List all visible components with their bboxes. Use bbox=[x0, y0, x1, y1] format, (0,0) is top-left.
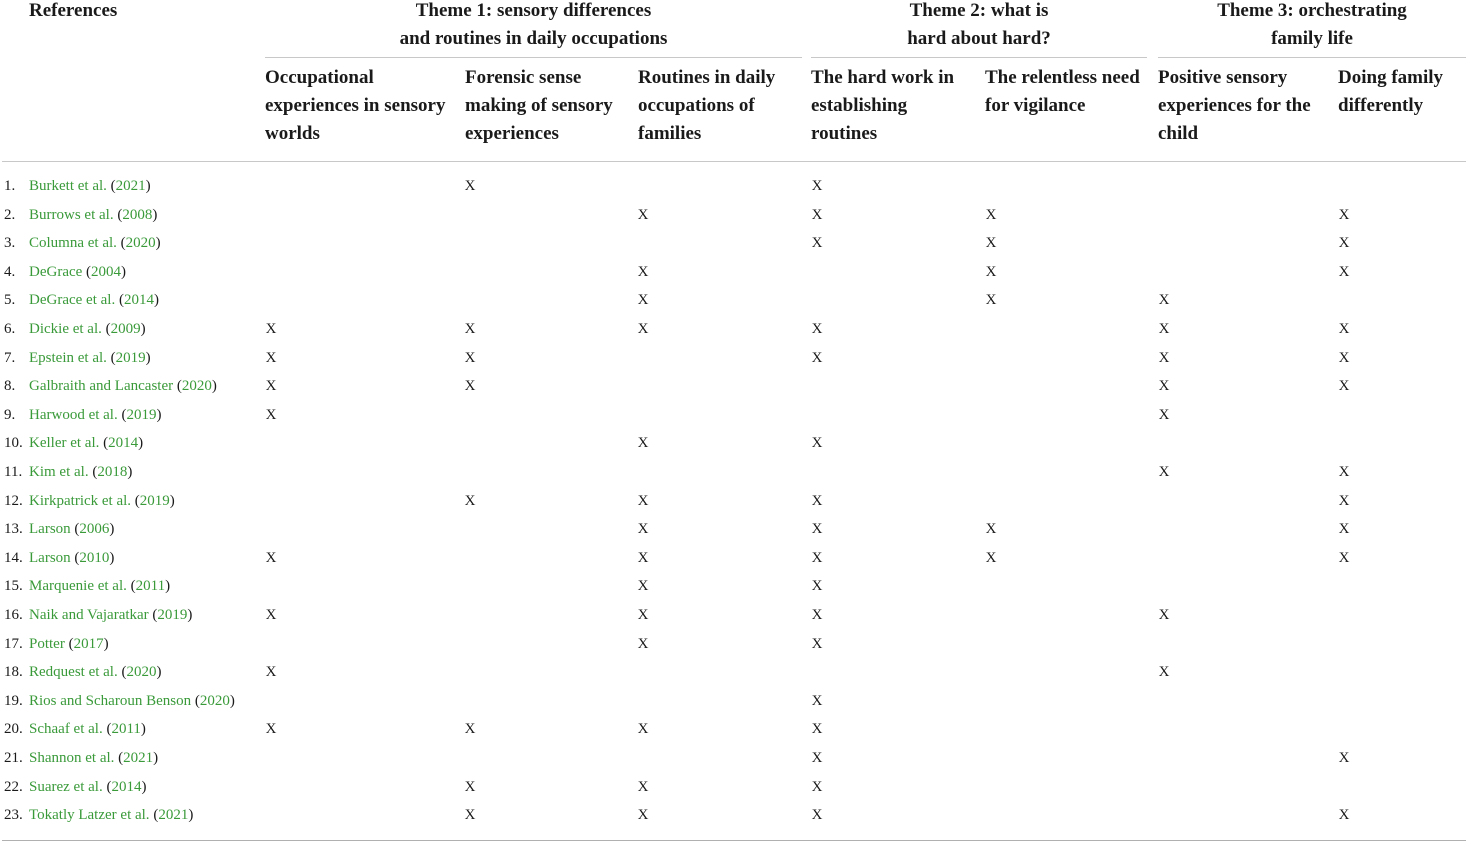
reference-year-link[interactable]: 2019 bbox=[157, 607, 188, 623]
reference-authors-link[interactable]: Shannon et al. bbox=[29, 750, 115, 766]
reference-year-link[interactable]: 2009 bbox=[110, 321, 141, 337]
reference-authors-link[interactable]: Keller et al. bbox=[29, 435, 100, 452]
theme-mark: X bbox=[265, 664, 277, 681]
reference-authors-link[interactable]: Dickie et al. bbox=[29, 321, 102, 337]
theme-mark: X bbox=[1338, 235, 1350, 252]
row-number: 1. bbox=[4, 178, 16, 194]
reference-authors-link[interactable]: Potter bbox=[29, 635, 65, 652]
theme-mark: X bbox=[985, 235, 997, 252]
reference-citation: Larson (2010) bbox=[29, 549, 115, 566]
theme-mark: X bbox=[811, 321, 823, 337]
table-row bbox=[0, 315, 1468, 344]
theme-mark: X bbox=[265, 378, 277, 395]
table-row bbox=[0, 515, 1468, 544]
row-number: 11. bbox=[4, 464, 23, 480]
table-row bbox=[0, 286, 1468, 315]
theme-mark: X bbox=[1158, 321, 1170, 337]
subcolumn-header-5: The relentless need for vigilance bbox=[985, 67, 1140, 116]
reference-authors-link[interactable]: Schaaf et al. bbox=[29, 721, 103, 738]
theme-mark: X bbox=[1158, 464, 1170, 480]
reference-authors-link[interactable]: Burkett et al. bbox=[29, 178, 107, 194]
theme-mark: X bbox=[1338, 521, 1350, 538]
subcolumn-header-1: Occupational experiences in sensory worlds bbox=[265, 67, 446, 144]
row-number: 2. bbox=[4, 206, 16, 223]
reference-citation: Marquenie et al. (2011) bbox=[29, 578, 171, 595]
reference-citation: Kim et al. (2018) bbox=[29, 464, 133, 480]
table-row bbox=[0, 201, 1468, 230]
table-row bbox=[0, 344, 1468, 373]
theme-mark: X bbox=[637, 549, 649, 566]
reference-authors-link[interactable]: Marquenie et al. bbox=[29, 578, 127, 595]
theme3-underline bbox=[1158, 57, 1466, 58]
table-row bbox=[0, 487, 1468, 516]
table-row bbox=[0, 601, 1468, 630]
reference-authors-link[interactable]: Larson bbox=[29, 521, 71, 538]
theme-mark: X bbox=[464, 349, 476, 366]
theme-mark: X bbox=[811, 692, 823, 709]
reference-year-link[interactable]: 2006 bbox=[79, 521, 110, 538]
subcolumn-header-3: Routines in daily occupations of families bbox=[638, 67, 776, 144]
row-number: 5. bbox=[4, 292, 16, 309]
theme-mark: X bbox=[811, 206, 823, 223]
theme-mark: X bbox=[811, 778, 823, 795]
theme-mark: X bbox=[1158, 378, 1170, 395]
row-number: 16. bbox=[4, 607, 23, 623]
reference-year-link[interactable]: 2014 bbox=[123, 292, 154, 309]
row-number: 19. bbox=[4, 692, 23, 709]
reference-citation: DeGrace et al. (2014) bbox=[29, 292, 159, 309]
theme2-underline bbox=[811, 57, 1147, 58]
theme-mark: X bbox=[1338, 349, 1350, 366]
theme-mark: X bbox=[1158, 292, 1170, 309]
theme-mark: X bbox=[1338, 464, 1350, 480]
theme-mark: X bbox=[811, 807, 823, 824]
theme-mark: X bbox=[637, 721, 649, 738]
row-number: 10. bbox=[4, 435, 23, 452]
table-row bbox=[0, 715, 1468, 744]
reference-year-link[interactable]: 2010 bbox=[79, 549, 110, 566]
reference-year-link[interactable]: 2019 bbox=[115, 349, 146, 366]
table-bottom-rule bbox=[2, 840, 1466, 841]
theme-mark: X bbox=[265, 549, 277, 566]
reference-year-link[interactable]: 2004 bbox=[91, 263, 122, 280]
theme-mark: X bbox=[637, 263, 649, 280]
theme1-underline bbox=[265, 57, 802, 58]
reference-citation: Larson (2006) bbox=[29, 521, 115, 538]
theme-mark: X bbox=[811, 178, 823, 194]
reference-citation: Schaaf et al. (2011) bbox=[29, 721, 146, 738]
theme-mark: X bbox=[1338, 750, 1350, 766]
theme-mark: X bbox=[1338, 378, 1350, 395]
theme-mark: X bbox=[464, 378, 476, 395]
subcolumn-header-7: Doing family differently bbox=[1338, 67, 1444, 116]
reference-year-link[interactable]: 2014 bbox=[111, 778, 142, 795]
theme-mark: X bbox=[637, 435, 649, 452]
subcolumn-header-2: Forensic sense making of sensory experiences bbox=[465, 67, 613, 144]
reference-year-link[interactable]: 2020 bbox=[126, 664, 157, 681]
reference-year-link[interactable]: 2021 bbox=[115, 178, 146, 194]
reference-citation: Columna et al. (2020) bbox=[29, 235, 161, 252]
row-number: 9. bbox=[4, 406, 16, 423]
table-row bbox=[0, 229, 1468, 258]
theme-mark: X bbox=[1158, 406, 1170, 423]
reference-year-link[interactable]: 2017 bbox=[73, 635, 104, 652]
header-bottom-rule bbox=[2, 161, 1466, 162]
row-number: 4. bbox=[4, 263, 16, 280]
reference-year-link[interactable]: 2020 bbox=[125, 235, 156, 252]
theme-mark: X bbox=[1338, 492, 1350, 509]
reference-year-link[interactable]: 2014 bbox=[108, 435, 139, 452]
theme-mark: X bbox=[637, 807, 649, 824]
row-number: 17. bbox=[4, 635, 23, 652]
theme-mark: X bbox=[811, 435, 823, 452]
reference-authors-link[interactable]: Columna et al. bbox=[29, 235, 117, 252]
theme-mark: X bbox=[265, 406, 277, 423]
reference-citation: Dickie et al. (2009) bbox=[29, 321, 146, 337]
theme-mark: X bbox=[637, 607, 649, 623]
theme-mark: X bbox=[265, 321, 277, 337]
table-row bbox=[0, 544, 1468, 573]
table-row bbox=[0, 372, 1468, 401]
table-row bbox=[0, 744, 1468, 773]
theme-mark: X bbox=[811, 349, 823, 366]
reference-authors-link[interactable]: Epstein et al. bbox=[29, 349, 107, 366]
theme-mark: X bbox=[265, 607, 277, 623]
theme-mark: X bbox=[1158, 607, 1170, 623]
theme1-header bbox=[265, 0, 802, 53]
reference-authors-link[interactable]: DeGrace et al. bbox=[29, 292, 116, 309]
reference-citation: Suarez et al. (2014) bbox=[29, 778, 147, 795]
row-number: 22. bbox=[4, 778, 23, 795]
theme-mark: X bbox=[985, 263, 997, 280]
reference-authors-link[interactable]: Kirkpatrick et al. bbox=[29, 492, 132, 509]
theme-mark: X bbox=[811, 549, 823, 566]
reference-citation: Burkett et al. (2021) bbox=[29, 178, 151, 194]
theme-mark: X bbox=[1338, 263, 1350, 280]
subcolumn-header-4: The hard work in establishing routines bbox=[811, 67, 955, 144]
theme-mark: X bbox=[1338, 549, 1350, 566]
reference-authors-link[interactable]: Tokatly Latzer et al. bbox=[29, 807, 150, 824]
reference-year-link[interactable]: 2019 bbox=[126, 406, 157, 423]
reference-authors-link[interactable]: DeGrace bbox=[29, 263, 83, 280]
theme-mark: X bbox=[985, 292, 997, 309]
table-row bbox=[0, 687, 1468, 716]
reference-year-link[interactable]: 2021 bbox=[123, 750, 154, 766]
reference-citation: Redquest et al. (2020) bbox=[29, 664, 162, 681]
theme-mark: X bbox=[811, 492, 823, 509]
table-row bbox=[0, 401, 1468, 430]
theme1-line1: Theme 1: sensory differences bbox=[415, 0, 652, 21]
theme3-line1: Theme 3: orchestrating bbox=[1217, 0, 1407, 21]
theme-mark: X bbox=[637, 578, 649, 595]
theme-mark: X bbox=[637, 206, 649, 223]
theme2-line1: Theme 2: what is bbox=[909, 0, 1049, 21]
theme3-line2: family life bbox=[1271, 28, 1353, 49]
row-number: 12. bbox=[4, 492, 23, 509]
reference-authors-link[interactable]: Rios and Scharoun Benson bbox=[29, 692, 192, 709]
table-row bbox=[0, 630, 1468, 659]
theme-mark: X bbox=[464, 321, 476, 337]
reference-citation: Harwood et al. (2019) bbox=[29, 406, 162, 423]
theme-mark: X bbox=[637, 492, 649, 509]
theme3-header bbox=[1158, 0, 1466, 53]
theme-mark: X bbox=[985, 206, 997, 223]
row-number: 13. bbox=[4, 521, 23, 538]
theme-mark: X bbox=[637, 321, 649, 337]
theme-mark: X bbox=[811, 607, 823, 623]
theme-mark: X bbox=[1338, 206, 1350, 223]
theme-mark: X bbox=[464, 178, 476, 194]
reference-year-link[interactable]: 2011 bbox=[135, 578, 166, 595]
reference-year-link[interactable]: 2019 bbox=[139, 492, 170, 509]
reference-authors-link[interactable]: Galbraith and Lancaster bbox=[29, 378, 174, 395]
reference-authors-link[interactable]: Burrows et al. bbox=[29, 206, 114, 223]
reference-citation: Tokatly Latzer et al. (2021) bbox=[29, 807, 194, 824]
reference-citation: Kirkpatrick et al. (2019) bbox=[29, 492, 175, 509]
reference-authors-link[interactable]: Redquest et al. bbox=[29, 664, 118, 681]
theme-mark: X bbox=[985, 549, 997, 566]
row-number: 18. bbox=[4, 664, 23, 681]
theme-mark: X bbox=[464, 492, 476, 509]
reference-authors-link[interactable]: Harwood et al. bbox=[29, 406, 118, 423]
reference-authors-link[interactable]: Larson bbox=[29, 549, 71, 566]
row-number: 14. bbox=[4, 549, 23, 566]
reference-citation: Burrows et al. (2008) bbox=[29, 206, 158, 223]
theme-mark: X bbox=[637, 635, 649, 652]
reference-year-link[interactable]: 2018 bbox=[97, 464, 128, 480]
row-number: 15. bbox=[4, 578, 23, 595]
reference-year-link[interactable]: 2011 bbox=[111, 721, 141, 738]
table-row bbox=[0, 658, 1468, 687]
reference-year-link[interactable]: 2020 bbox=[199, 692, 230, 709]
table-row bbox=[0, 773, 1468, 802]
reference-citation: Galbraith and Lancaster (2020) bbox=[29, 378, 217, 395]
table-row bbox=[0, 429, 1468, 458]
reference-citation: Naik and Vajaratkar (2019) bbox=[29, 607, 193, 623]
theme-mark: X bbox=[985, 521, 997, 538]
table-row bbox=[0, 458, 1468, 487]
reference-citation: Shannon et al. (2021) bbox=[29, 750, 159, 766]
reference-citation: Potter (2017) bbox=[29, 635, 109, 652]
theme-mark: X bbox=[1158, 349, 1170, 366]
row-number: 6. bbox=[4, 321, 16, 337]
theme-mark: X bbox=[811, 635, 823, 652]
row-number: 20. bbox=[4, 721, 23, 738]
theme-mark: X bbox=[811, 235, 823, 252]
subcolumn-header-6: Positive sensory experiences for the child bbox=[1158, 67, 1311, 144]
row-number: 3. bbox=[4, 235, 16, 252]
reference-year-link[interactable]: 2008 bbox=[122, 206, 153, 223]
table-row bbox=[0, 172, 1468, 201]
theme-mark: X bbox=[637, 778, 649, 795]
table-row bbox=[0, 801, 1468, 830]
theme-mark: X bbox=[464, 778, 476, 795]
theme-mark: X bbox=[811, 750, 823, 766]
theme1-line2: and routines in daily occupations bbox=[399, 28, 668, 49]
theme2-header bbox=[811, 0, 1147, 53]
theme-mark: X bbox=[464, 807, 476, 824]
table-row bbox=[0, 258, 1468, 287]
reference-authors-link[interactable]: Naik and Vajaratkar bbox=[29, 607, 149, 623]
theme2-line2: hard about hard? bbox=[907, 28, 1051, 49]
theme-mark: X bbox=[464, 721, 476, 738]
theme-mark: X bbox=[1338, 807, 1350, 824]
theme-mark: X bbox=[637, 292, 649, 309]
row-number: 21. bbox=[4, 750, 23, 766]
reference-citation: Epstein et al. (2019) bbox=[29, 349, 151, 366]
theme-mark: X bbox=[1158, 664, 1170, 681]
reference-authors-link[interactable]: Kim et al. bbox=[29, 464, 89, 480]
theme-mark: X bbox=[1338, 321, 1350, 337]
theme-mark: X bbox=[811, 721, 823, 738]
reference-citation: DeGrace (2004) bbox=[29, 263, 127, 280]
row-number: 8. bbox=[4, 378, 16, 395]
theme-mark: X bbox=[637, 521, 649, 538]
row-number: 23. bbox=[4, 807, 23, 824]
row-number: 7. bbox=[4, 349, 16, 366]
table-row bbox=[0, 572, 1468, 601]
theme-mark: X bbox=[265, 721, 277, 738]
theme-mark: X bbox=[811, 578, 823, 595]
theme-mark: X bbox=[265, 349, 277, 366]
reference-citation: Keller et al. (2014) bbox=[29, 435, 144, 452]
reference-year-link[interactable]: 2021 bbox=[158, 807, 189, 824]
reference-authors-link[interactable]: Suarez et al. bbox=[29, 778, 103, 795]
references-header: References bbox=[29, 0, 118, 21]
reference-year-link[interactable]: 2020 bbox=[181, 378, 212, 395]
theme-mark: X bbox=[811, 521, 823, 538]
reference-citation: Rios and Scharoun Benson (2020) bbox=[29, 692, 235, 709]
